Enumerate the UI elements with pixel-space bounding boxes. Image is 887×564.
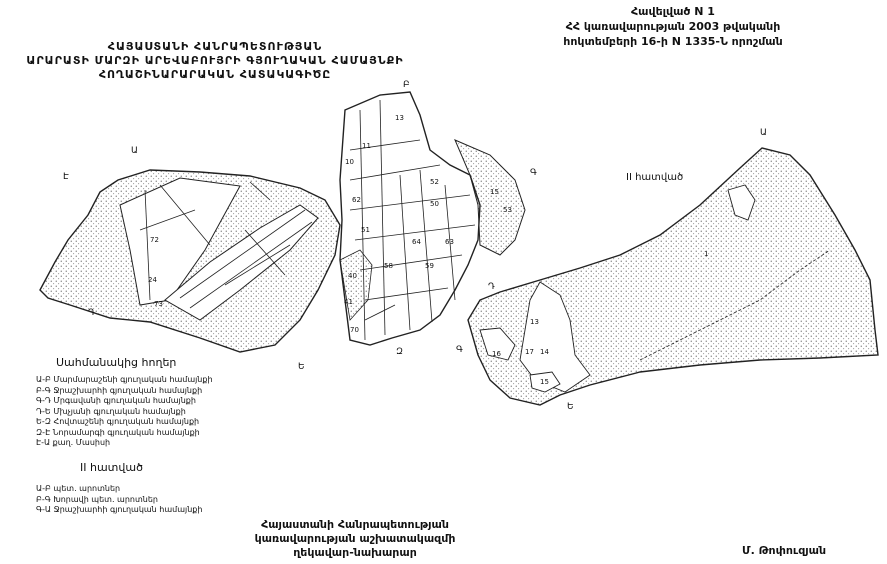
legend-part2-item: Ա-Բ պետ. արոտներ	[36, 484, 121, 493]
parcel-number: 53	[503, 206, 512, 214]
parcel-number: 1	[704, 250, 709, 258]
parcel-number: 63	[445, 238, 454, 246]
signatory-line-1: Հայաստանի Հանրապետության	[261, 518, 449, 531]
signatory-name: Մ. Թոփուզյան	[742, 544, 827, 557]
annex-number: Հավելված N 1	[631, 5, 715, 18]
parcel-number: 10	[345, 158, 354, 166]
map-point-a2: Ա	[760, 128, 767, 138]
legend-item: Ա-Բ Մարմարաշենի գյուղական համայնքի	[36, 375, 213, 384]
parcel-number: 17	[525, 348, 534, 356]
title-line-1: ՀԱՅԱՍՏԱՆԻ ՀԱՆՐԱՊԵՏՈՒԹՅԱՆ	[107, 40, 323, 53]
parcel-number: 41	[344, 298, 353, 306]
legend-item: Գ-Դ Մրգավանի գյուղական համայնքի	[36, 396, 196, 405]
title-line-3: ՀՈՂԱՇԻՆԱՐԱՐԱԿԱՆ ՀԱՏԱԿԱԳԻԾԸ	[98, 68, 332, 81]
parcel-number: 59	[425, 262, 434, 270]
parcel-number: 15	[540, 378, 549, 386]
parcel-number: 62	[352, 196, 361, 204]
parcel-number: 13	[530, 318, 539, 326]
map-point-g2: Գ	[456, 345, 463, 355]
legend-item: Դ-Ե Մխչյանի գյուղական համայնքի	[36, 406, 186, 416]
section-2-map-label: II հատված	[626, 172, 684, 183]
parcel-number: 64	[412, 238, 421, 246]
annex-decision-line: ՀՀ կառավարության 2003 թվականի	[565, 20, 781, 33]
parcel-number: 40	[348, 272, 357, 280]
map-point-d1: Դ	[88, 308, 95, 318]
parcel-number: 70	[350, 326, 359, 334]
parcel-number: 72	[150, 236, 159, 244]
map-point-z: Զ	[396, 347, 403, 357]
signatory-line-2: կառավարության աշխատակազմի	[254, 532, 456, 545]
map-point-a1: Ա	[131, 146, 138, 156]
legend-part2-title: II հատված	[80, 461, 143, 474]
map-point-e: Ե	[298, 362, 305, 372]
map-point-e2: Է	[63, 172, 69, 182]
parcel-number: 15	[490, 188, 499, 196]
parcel-number: 24	[148, 276, 157, 284]
legend-part2-item: Բ-Գ Խորավի պետ. արոտներ	[36, 494, 158, 504]
title-line-2: ԱՐԱՐԱՏԻ ՄԱՐԶԻ ԱՐԵՎԱԲՈՒՅՐԻ ԳՅՈՒՂԱԿԱՆ ՀԱՄԱՅՆՔԻ	[26, 54, 404, 67]
parcel-number: 13	[395, 114, 404, 122]
signatory-title	[230, 518, 480, 560]
legend-part2-item: Գ-Ա Ջրաշխարհի գյուղական համայնքի	[36, 505, 203, 514]
legend-item: Բ-Գ Ջրաշխարհի գյուղական համայնքի	[36, 385, 203, 395]
parcel-number: 11	[362, 142, 371, 150]
legend-title: Սահմանակից հողեր	[56, 356, 177, 369]
parcel-number: 58	[384, 262, 393, 270]
map-point-b: Բ	[403, 80, 410, 90]
map-point-g: Գ	[530, 168, 537, 178]
signatory-line-3: ղեկավար-նախարար	[293, 546, 417, 559]
parcel-number: 51	[361, 226, 370, 234]
legend-item: Զ-Է Նորամարգի գյուղական համայնքի	[36, 427, 200, 437]
legend-item: Է-Ա քաղ. Մասիսի	[36, 438, 111, 447]
parcel-number: 50	[430, 200, 439, 208]
legend-part2-list	[36, 484, 202, 516]
map-point-e3: Ե	[567, 402, 574, 412]
legend-list	[36, 375, 213, 449]
parcel-number: 73	[154, 300, 163, 308]
parcel-number: 52	[430, 178, 439, 186]
parcel-number: 16	[492, 350, 501, 358]
legend-item: Ե-Զ Հովտաշենի գյուղական համայնքի	[36, 417, 200, 426]
map-point-d2: Դ	[488, 282, 495, 292]
annex-decision-date: հոկտեմբերի 16-ի N 1335-Ն որոշման	[563, 35, 783, 48]
parcel-number: 14	[540, 348, 549, 356]
